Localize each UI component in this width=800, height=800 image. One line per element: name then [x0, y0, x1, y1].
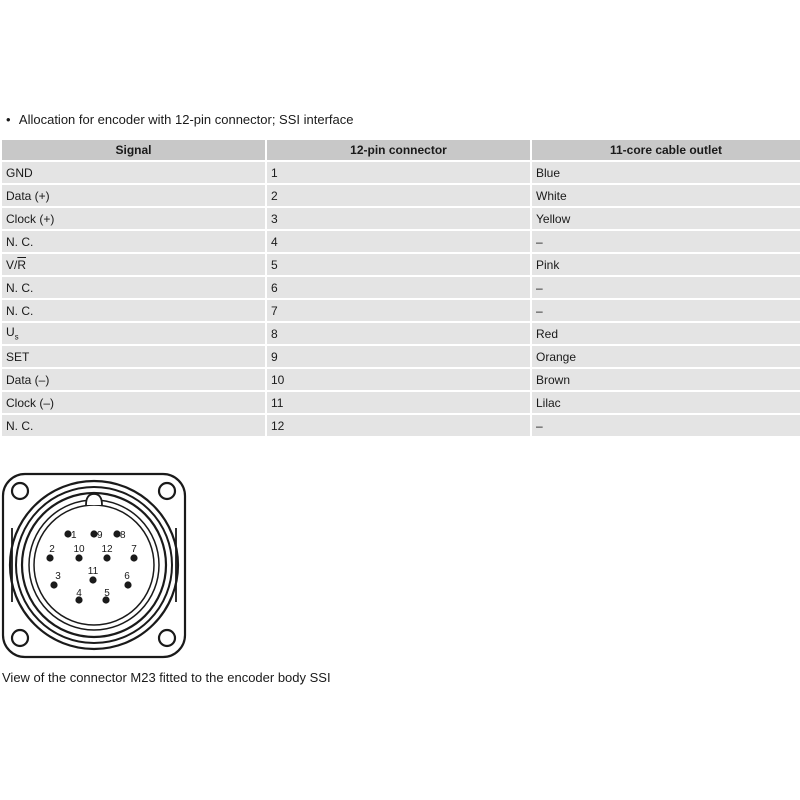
cable-color-cell: Lilac: [532, 392, 800, 413]
connector-ring-4: [29, 500, 159, 630]
pin-layer: [46, 530, 137, 604]
connector-ring-outer: [10, 481, 178, 649]
section-heading: [6, 112, 353, 128]
connector-ring-inner: [34, 505, 154, 625]
diagram-caption: View of the connector M23 fitted to the encoder body SSI: [2, 670, 331, 685]
table-header-row: [2, 140, 800, 160]
table-row: [2, 185, 800, 206]
pin-11-dot: [89, 576, 96, 583]
signal-cell: GND: [2, 162, 265, 183]
signal-mark: $\overline{R}$: [17, 257, 27, 272]
table-row: [2, 277, 800, 298]
table-row: [2, 231, 800, 252]
table-row: [2, 254, 800, 275]
mounting-hole-top-left: [12, 483, 28, 499]
pin-5-label: 5: [104, 588, 110, 599]
pin-7-dot: [130, 554, 137, 561]
signal-cell: Data (+): [2, 185, 265, 206]
pin-cell: 2: [267, 185, 530, 206]
pin-4-label: 4: [76, 588, 82, 599]
signal-cell: N. C.: [2, 277, 265, 298]
section-heading-text: Allocation for encoder with 12-pin connector; SSI interface: [18, 112, 354, 127]
pin-cell: 11: [267, 392, 530, 413]
bullet-marker: •: [6, 112, 11, 127]
signal-cell: [2, 254, 265, 275]
column-header-cable: 11-core cable outlet: [532, 140, 800, 160]
pin-10-label: 10: [73, 544, 85, 555]
mounting-hole-bottom-right: [159, 630, 175, 646]
pin-6-label: 6: [124, 571, 130, 582]
pin-2-label: 2: [49, 544, 55, 555]
pin-2-dot: [46, 554, 53, 561]
pin-9-label: 9: [97, 530, 103, 541]
pin-12-dot: [103, 554, 110, 561]
mounting-hole-top-right: [159, 483, 175, 499]
connector-diagram: [0, 470, 190, 660]
cable-color-cell: –: [532, 415, 800, 436]
pin-cell: 8: [267, 323, 530, 344]
mounting-hole-bottom-left: [12, 630, 28, 646]
cable-color-cell: Brown: [532, 369, 800, 390]
pin-cell: 9: [267, 346, 530, 367]
signal-cell: Clock (–): [2, 392, 265, 413]
signal-cell: [2, 323, 265, 344]
table-row: [2, 208, 800, 229]
column-header-signal: Signal: [2, 140, 265, 160]
table-row: [2, 369, 800, 390]
pin-cell: 4: [267, 231, 530, 252]
pin-7-label: 7: [131, 544, 137, 555]
signal-cell: N. C.: [2, 415, 265, 436]
connector-ring-2: [16, 487, 172, 643]
pin-cell: 3: [267, 208, 530, 229]
signal-cell: SET: [2, 346, 265, 367]
pin-cell: 10: [267, 369, 530, 390]
table-row: [2, 392, 800, 413]
signal-cell: Data (–): [2, 369, 265, 390]
table-row: [2, 300, 800, 321]
pin-10-dot: [75, 554, 82, 561]
pin-8-label: 8: [120, 530, 126, 541]
pin-11-label: 11: [87, 566, 99, 577]
pin-cell: 6: [267, 277, 530, 298]
signal-main: U: [6, 325, 15, 340]
signal-mark: s: [14, 332, 19, 342]
pin-cell: 1: [267, 162, 530, 183]
connector-ring-3: [22, 493, 166, 637]
keying-notch: [86, 494, 102, 505]
pin-cell: 12: [267, 415, 530, 436]
pin-6-dot: [124, 581, 131, 588]
table-row: [2, 346, 800, 367]
cable-color-cell: Yellow: [532, 208, 800, 229]
signal-main: V/: [6, 257, 18, 272]
pin-12-label: 12: [101, 544, 113, 555]
pin-1-label: 1: [71, 530, 77, 541]
pin-cell: 7: [267, 300, 530, 321]
pin-cell: 5: [267, 254, 530, 275]
pin-allocation-table: [0, 138, 800, 438]
cable-color-cell: Blue: [532, 162, 800, 183]
table-row: [2, 162, 800, 183]
column-header-pin: 12-pin connector: [267, 140, 530, 160]
pin-3-dot: [50, 581, 57, 588]
cable-color-cell: White: [532, 185, 800, 206]
cable-color-cell: –: [532, 277, 800, 298]
signal-cell: Clock (+): [2, 208, 265, 229]
cable-color-cell: Pink: [532, 254, 800, 275]
table-body: [2, 162, 800, 436]
signal-cell: N. C.: [2, 300, 265, 321]
pin-3-label: 3: [55, 571, 61, 582]
signal-cell: N. C.: [2, 231, 265, 252]
table-row: [2, 323, 800, 344]
table-row: [2, 415, 800, 436]
cable-color-cell: –: [532, 300, 800, 321]
cable-color-cell: Red: [532, 323, 800, 344]
cable-color-cell: –: [532, 231, 800, 252]
cable-color-cell: Orange: [532, 346, 800, 367]
